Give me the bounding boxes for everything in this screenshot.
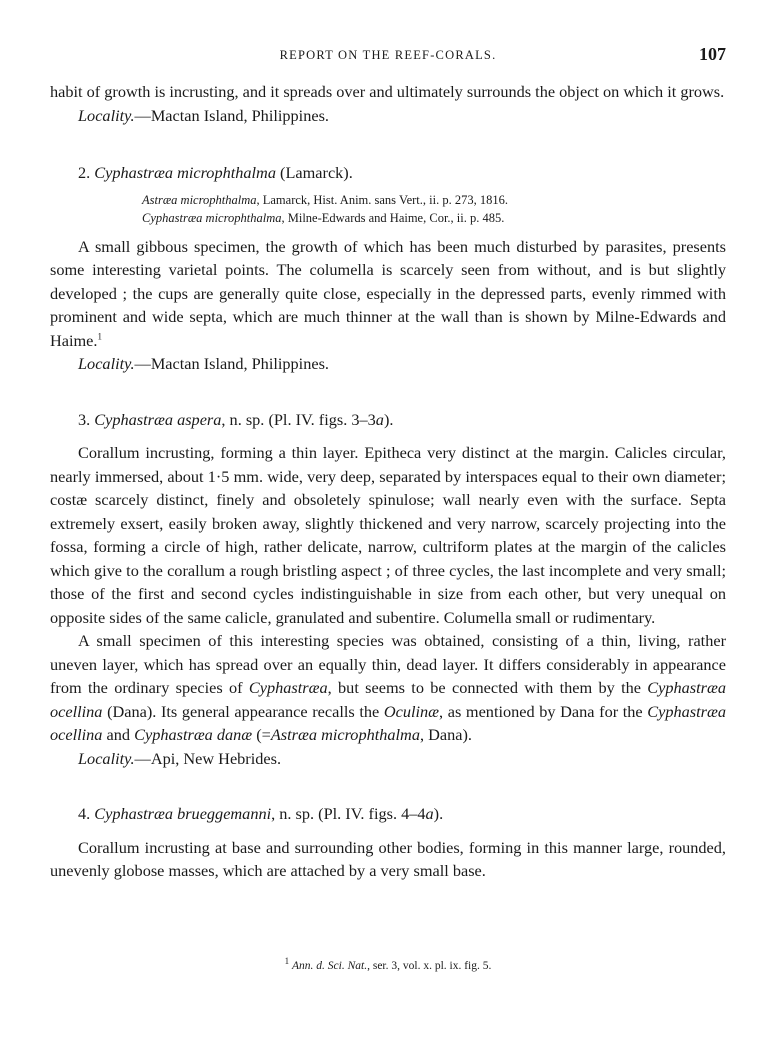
species-authority: , n. sp. (Pl. IV. figs. 4–4 — [271, 804, 426, 823]
remarks-text: , as mentioned by Dana for the — [439, 701, 648, 721]
locality-line — [50, 104, 726, 128]
footnote-mark: 1 — [284, 956, 290, 967]
remarks-text: , but seems to be connected with them by the — [327, 678, 648, 697]
species-heading-4 — [50, 802, 726, 826]
body-text — [50, 80, 726, 883]
page-number: 107 — [699, 44, 726, 64]
taxon-name: Cyphastræa ocellina — [50, 678, 727, 721]
footnote — [50, 956, 726, 972]
description-paragraph: Corallum incrusting at base and surrounding other bodies, forming in this manner large, rounded, unevenly globose masses, which are attached by a very small base. — [50, 837, 726, 880]
running-title: REPORT ON THE REEF-CORALS. — [279, 48, 497, 62]
running-head — [50, 44, 726, 68]
synonymy-block — [142, 191, 726, 227]
locality-line — [50, 747, 726, 771]
remarks-text: , Dana). — [419, 725, 472, 744]
species-number: 4. — [78, 804, 91, 823]
continuation-paragraph: habit of growth is incrusting, and it spreads over and ultimately surrounds the object on which it grows. — [50, 82, 725, 101]
synonym-line — [142, 209, 726, 227]
locality-value: —Mactan Island, Philippines. — [134, 354, 329, 373]
species-name: Cyphastræa microphthalma — [94, 163, 276, 182]
description-text: A small gibbous specimen, the growth of which has been much disturbed by parasites, presents some interesting varietal points. The columella is scarcely seen from without, and is but slightly developed ; the cups are generally quite close, especially in the depressed parts, evenly rimmed with prominent and wide septa, which are much thinner at the wall than is shown by Milne-Edwards and Haime. — [50, 236, 726, 350]
figure-suffix: a — [375, 409, 384, 429]
figure-suffix: a — [425, 804, 434, 823]
description-paragraph — [50, 235, 726, 353]
locality-line — [50, 352, 726, 376]
locality-value: —Mactan Island, Philippines. — [134, 105, 329, 125]
synonym-name: Cyphastræa microphthalma — [142, 210, 282, 225]
taxon-name: Oculinæ — [383, 701, 440, 721]
taxon-name: Cyphastræa danæ — [134, 725, 253, 744]
species-authority: (Lamarck). — [275, 163, 353, 182]
description-paragraph: Corallum incrusting, forming a thin layer. Epitheca very distinct at the margin. Calicles circular, nearly immersed, about 1·5 mm. wide, very deep, separated by interspaces equal to their own diameter; costæ scarcely distinct, finely and obsoletely spinulose; wall nearly even with the surface. Septa extremely exsert, easily broken away, slightly thickened and very narrow, scarcely projecting into the fossa, forming a circle of high, rather delicate, narrow, cultriform plates at the margin of the calicles which give to the corallum a rough bristling aspect ; of three cycles, the last incomplete and very small; those of the first and second cycles indistinguishable in size from each other, but very unequal on opposite sides of the same calicle, granulated and subentire. Columella small or rudimentary. — [50, 443, 726, 627]
taxon-name: Cyphastræa — [248, 678, 328, 697]
taxon-name: Cyphastræa ocellina — [50, 701, 726, 744]
species-authority-end: ). — [433, 804, 444, 823]
locality-label: Locality. — [78, 105, 135, 125]
taxon-name: Astræa microphthalma — [270, 725, 420, 744]
remarks-text: (Dana). Its general appearance recalls the — [102, 701, 384, 721]
species-name: Cyphastræa aspera — [94, 409, 222, 429]
locality-value: —Api, New Hebrides. — [134, 748, 282, 768]
species-heading-2 — [50, 161, 726, 185]
synonym-name: Astræa microphthalma — [142, 192, 257, 207]
remarks-paragraph — [50, 629, 726, 747]
remarks-text: A small specimen of this interesting species was obtained, consisting of a thin, living, rather uneven layer, which has spread over an equally thin, dead layer. It differs considerably in appearance from the ordinary species of — [50, 631, 726, 697]
species-heading-3 — [50, 408, 726, 432]
synonym-reference: , Milne-Edwards and Haime, Cor., ii. p. 485. — [281, 210, 505, 225]
remarks-text: (= — [252, 725, 271, 744]
footnote-source: Ann. d. Sci. Nat. — [292, 960, 368, 972]
footnote-reference-text: , ser. 3, vol. x. pl. ix. fig. 5. — [367, 960, 492, 972]
species-number: 3. — [78, 409, 91, 429]
locality-label: Locality. — [78, 748, 135, 768]
species-number: 2. — [78, 163, 91, 182]
synonym-reference: , Lamarck, Hist. Anim. sans Vert., ii. p. 273, 1816. — [256, 192, 508, 207]
species-name: Cyphastræa brueggemanni — [94, 804, 272, 823]
synonym-line — [142, 191, 726, 209]
species-authority-end: ). — [383, 409, 394, 429]
species-authority: , n. sp. (Pl. IV. figs. 3–3 — [221, 409, 376, 429]
footnote-reference: 1 — [97, 331, 102, 342]
remarks-text: and — [102, 725, 135, 744]
locality-label: Locality. — [78, 354, 135, 373]
